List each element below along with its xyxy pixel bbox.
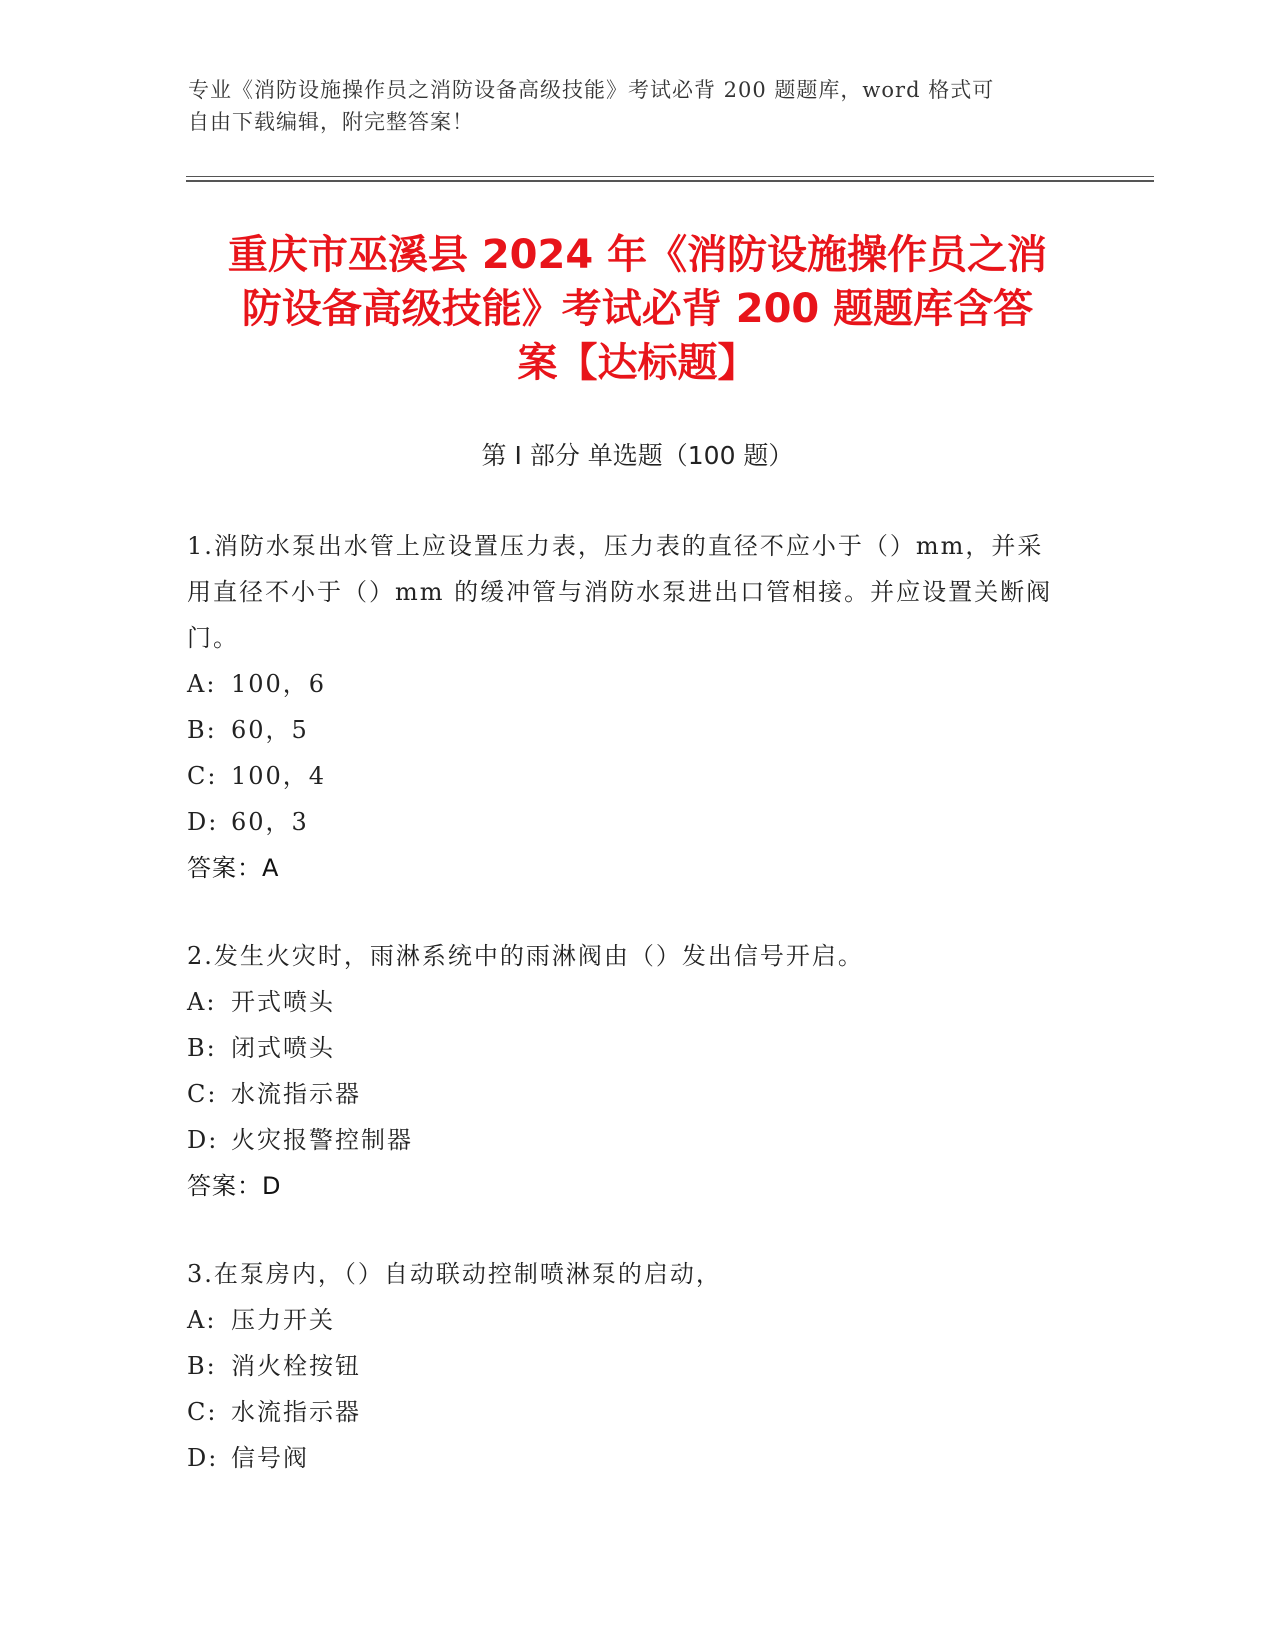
option-text: 开式喷头 bbox=[231, 988, 335, 1016]
option-a bbox=[187, 661, 1067, 707]
divider-thick-line bbox=[186, 180, 1154, 182]
header-note-line-2: 自由下载编辑，附完整答案！ bbox=[188, 110, 474, 134]
option-label: C: bbox=[187, 1080, 218, 1108]
option-text: 60，3 bbox=[231, 808, 309, 836]
answer: 答案：A bbox=[187, 854, 280, 882]
option-b bbox=[187, 707, 1067, 753]
option-d bbox=[187, 799, 1067, 845]
option-c bbox=[187, 753, 1067, 799]
question-2 bbox=[187, 933, 1067, 1209]
question-stem: 3.在泵房内，（）自动联动控制喷淋泵的启动， bbox=[187, 1260, 722, 1288]
option-c bbox=[187, 1389, 1067, 1435]
question-stem: 1.消防水泵出水管上应设置压力表，压力表的直径不应小于（）mm，并采用直径不小于（）mm 的缓冲管与消防水泵进出口管相接。并应设置关断阀门。 bbox=[187, 532, 1053, 652]
option-label: D: bbox=[187, 808, 219, 836]
option-label: B: bbox=[187, 716, 217, 744]
question-stem: 2.发生火灾时，雨淋系统中的雨淋阀由（）发出信号开启。 bbox=[187, 942, 864, 970]
title-line-2: 防设备高级技能》考试必背 200 题题库含答 bbox=[241, 286, 1034, 332]
option-b bbox=[187, 1025, 1067, 1071]
option-b bbox=[187, 1343, 1067, 1389]
answer: 答案：D bbox=[187, 1172, 282, 1200]
option-text: 100，4 bbox=[231, 762, 327, 790]
section-heading: 第 I 部分 单选题（100 题） bbox=[481, 441, 794, 470]
header-divider bbox=[186, 176, 1154, 182]
question-3 bbox=[187, 1251, 1067, 1481]
option-text: 水流指示器 bbox=[231, 1080, 361, 1108]
document-title bbox=[180, 228, 1095, 390]
option-text: 消火栓按钮 bbox=[231, 1352, 361, 1380]
title-line-1: 重庆市巫溪县 2024 年《消防设施操作员之消 bbox=[227, 232, 1048, 278]
option-label: D: bbox=[187, 1444, 219, 1472]
option-text: 压力开关 bbox=[231, 1306, 335, 1334]
option-text: 60，5 bbox=[231, 716, 309, 744]
option-d bbox=[187, 1117, 1067, 1163]
option-label: C: bbox=[187, 1398, 218, 1426]
option-text: 100，6 bbox=[231, 670, 327, 698]
option-label: B: bbox=[187, 1034, 217, 1062]
option-d bbox=[187, 1435, 1067, 1481]
option-text: 火灾报警控制器 bbox=[231, 1126, 413, 1154]
option-label: A: bbox=[187, 670, 217, 698]
divider-thin-line bbox=[186, 176, 1154, 177]
title-line-3: 案【达标题】 bbox=[517, 340, 758, 386]
header-note-line-1: 专业《消防设施操作员之消防设备高级技能》考试必背 200 题题库，word 格式可 bbox=[188, 78, 995, 102]
question-1 bbox=[187, 523, 1067, 891]
option-a bbox=[187, 1297, 1067, 1343]
option-label: B: bbox=[187, 1352, 217, 1380]
option-text: 闭式喷头 bbox=[231, 1034, 335, 1062]
option-label: D: bbox=[187, 1126, 219, 1154]
option-text: 信号阀 bbox=[231, 1444, 309, 1472]
option-a bbox=[187, 979, 1067, 1025]
option-label: A: bbox=[187, 988, 217, 1016]
question-list bbox=[187, 523, 1067, 1523]
option-text: 水流指示器 bbox=[231, 1398, 361, 1426]
option-label: A: bbox=[187, 1306, 217, 1334]
header-note bbox=[188, 74, 1068, 138]
option-c bbox=[187, 1071, 1067, 1117]
option-label: C: bbox=[187, 762, 218, 790]
